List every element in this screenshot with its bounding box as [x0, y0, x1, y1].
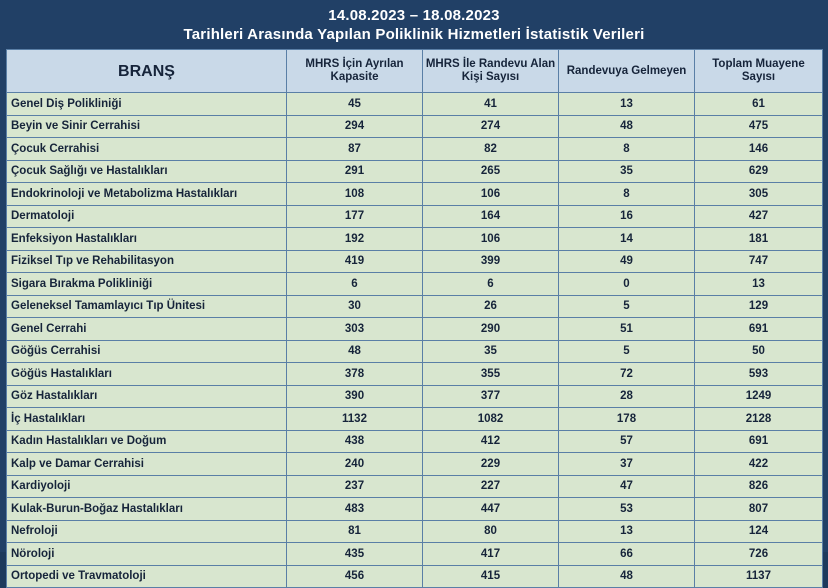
cell-randevu: 447 — [423, 498, 559, 521]
cell-gelmeyen: 35 — [559, 160, 695, 183]
cell-toplam: 475 — [695, 115, 823, 138]
cell-gelmeyen: 53 — [559, 498, 695, 521]
cell-gelmeyen: 48 — [559, 565, 695, 588]
cell-kapasite: 456 — [287, 565, 423, 588]
table-row — [7, 273, 823, 296]
cell-brans: Endokrinoloji ve Metabolizma Hastalıkları — [7, 183, 287, 206]
table-row — [7, 475, 823, 498]
cell-gelmeyen: 47 — [559, 475, 695, 498]
cell-gelmeyen: 13 — [559, 93, 695, 116]
cell-gelmeyen: 28 — [559, 385, 695, 408]
cell-gelmeyen: 5 — [559, 295, 695, 318]
cell-kapasite: 87 — [287, 138, 423, 161]
cell-kapasite: 108 — [287, 183, 423, 206]
cell-gelmeyen: 8 — [559, 138, 695, 161]
table-row — [7, 430, 823, 453]
cell-randevu: 274 — [423, 115, 559, 138]
table-row — [7, 228, 823, 251]
cell-randevu: 35 — [423, 340, 559, 363]
cell-toplam: 181 — [695, 228, 823, 251]
cell-toplam: 747 — [695, 250, 823, 273]
cell-brans: Beyin ve Sinir Cerrahisi — [7, 115, 287, 138]
cell-toplam: 1137 — [695, 565, 823, 588]
column-header-randevu: MHRS İle Randevu Alan Kişi Sayısı — [423, 50, 559, 93]
table-row — [7, 183, 823, 206]
cell-brans: Enfeksiyon Hastalıkları — [7, 228, 287, 251]
cell-gelmeyen: 57 — [559, 430, 695, 453]
cell-gelmeyen: 14 — [559, 228, 695, 251]
cell-randevu: 227 — [423, 475, 559, 498]
cell-toplam: 50 — [695, 340, 823, 363]
cell-kapasite: 30 — [287, 295, 423, 318]
table-row — [7, 408, 823, 431]
table-row — [7, 340, 823, 363]
column-header-toplam: Toplam Muayene Sayısı — [695, 50, 823, 93]
cell-brans: Kalp ve Damar Cerrahisi — [7, 453, 287, 476]
cell-brans: Çocuk Cerrahisi — [7, 138, 287, 161]
cell-kapasite: 294 — [287, 115, 423, 138]
column-header-gelmeyen: Randevuya Gelmeyen — [559, 50, 695, 93]
cell-toplam: 61 — [695, 93, 823, 116]
cell-toplam: 422 — [695, 453, 823, 476]
cell-randevu: 265 — [423, 160, 559, 183]
cell-gelmeyen: 178 — [559, 408, 695, 431]
cell-kapasite: 177 — [287, 205, 423, 228]
report-title — [6, 0, 822, 49]
cell-brans: Sigara Bırakma Polikliniği — [7, 273, 287, 296]
cell-toplam: 691 — [695, 318, 823, 341]
cell-gelmeyen: 37 — [559, 453, 695, 476]
cell-toplam: 826 — [695, 475, 823, 498]
cell-brans: Kardiyoloji — [7, 475, 287, 498]
cell-toplam: 1249 — [695, 385, 823, 408]
cell-toplam: 593 — [695, 363, 823, 386]
table-row — [7, 453, 823, 476]
cell-brans: Geleneksel Tamamlayıcı Tıp Ünitesi — [7, 295, 287, 318]
column-header-kapasite: MHRS İçin Ayrılan Kapasite — [287, 50, 423, 93]
cell-randevu: 80 — [423, 520, 559, 543]
cell-kapasite: 81 — [287, 520, 423, 543]
table-row — [7, 295, 823, 318]
cell-kapasite: 237 — [287, 475, 423, 498]
cell-brans: Kadın Hastalıkları ve Doğum — [7, 430, 287, 453]
cell-randevu: 417 — [423, 543, 559, 566]
cell-toplam: 129 — [695, 295, 823, 318]
statistics-table — [6, 49, 823, 588]
table-body — [7, 93, 823, 588]
cell-kapasite: 48 — [287, 340, 423, 363]
cell-toplam: 691 — [695, 430, 823, 453]
cell-randevu: 41 — [423, 93, 559, 116]
table-row — [7, 138, 823, 161]
table-row — [7, 520, 823, 543]
cell-gelmeyen: 72 — [559, 363, 695, 386]
cell-kapasite: 240 — [287, 453, 423, 476]
cell-gelmeyen: 51 — [559, 318, 695, 341]
cell-toplam: 305 — [695, 183, 823, 206]
cell-kapasite: 435 — [287, 543, 423, 566]
table-row — [7, 93, 823, 116]
cell-randevu: 26 — [423, 295, 559, 318]
table-row — [7, 385, 823, 408]
cell-kapasite: 378 — [287, 363, 423, 386]
cell-gelmeyen: 49 — [559, 250, 695, 273]
cell-toplam: 2128 — [695, 408, 823, 431]
cell-kapasite: 6 — [287, 273, 423, 296]
cell-kapasite: 1132 — [287, 408, 423, 431]
table-row — [7, 115, 823, 138]
cell-kapasite: 390 — [287, 385, 423, 408]
cell-randevu: 377 — [423, 385, 559, 408]
cell-kapasite: 419 — [287, 250, 423, 273]
cell-randevu: 1082 — [423, 408, 559, 431]
cell-kapasite: 291 — [287, 160, 423, 183]
cell-brans: Genel Cerrahi — [7, 318, 287, 341]
column-header-brans: BRANŞ — [7, 50, 287, 93]
cell-brans: Genel Diş Polikliniği — [7, 93, 287, 116]
cell-kapasite: 438 — [287, 430, 423, 453]
cell-gelmeyen: 0 — [559, 273, 695, 296]
cell-brans: Göz Hastalıkları — [7, 385, 287, 408]
cell-kapasite: 45 — [287, 93, 423, 116]
cell-kapasite: 483 — [287, 498, 423, 521]
cell-toplam: 146 — [695, 138, 823, 161]
cell-toplam: 124 — [695, 520, 823, 543]
table-row — [7, 498, 823, 521]
cell-toplam: 427 — [695, 205, 823, 228]
cell-toplam: 629 — [695, 160, 823, 183]
cell-toplam: 13 — [695, 273, 823, 296]
cell-randevu: 106 — [423, 183, 559, 206]
cell-kapasite: 192 — [287, 228, 423, 251]
cell-brans: Nefroloji — [7, 520, 287, 543]
cell-brans: Göğüs Cerrahisi — [7, 340, 287, 363]
cell-brans: Göğüs Hastalıkları — [7, 363, 287, 386]
cell-toplam: 726 — [695, 543, 823, 566]
table-row — [7, 318, 823, 341]
cell-gelmeyen: 16 — [559, 205, 695, 228]
table-header-row — [7, 50, 823, 93]
cell-randevu: 355 — [423, 363, 559, 386]
cell-randevu: 106 — [423, 228, 559, 251]
cell-randevu: 399 — [423, 250, 559, 273]
table-row — [7, 543, 823, 566]
cell-brans: İç Hastalıkları — [7, 408, 287, 431]
cell-randevu: 412 — [423, 430, 559, 453]
cell-gelmeyen: 48 — [559, 115, 695, 138]
cell-brans: Fiziksel Tıp ve Rehabilitasyon — [7, 250, 287, 273]
table-row — [7, 363, 823, 386]
cell-brans: Nöroloji — [7, 543, 287, 566]
cell-randevu: 164 — [423, 205, 559, 228]
cell-randevu: 415 — [423, 565, 559, 588]
cell-brans: Kulak-Burun-Boğaz Hastalıkları — [7, 498, 287, 521]
cell-gelmeyen: 8 — [559, 183, 695, 206]
cell-randevu: 229 — [423, 453, 559, 476]
cell-kapasite: 303 — [287, 318, 423, 341]
cell-brans: Çocuk Sağlığı ve Hastalıkları — [7, 160, 287, 183]
table-row — [7, 250, 823, 273]
cell-gelmeyen: 66 — [559, 543, 695, 566]
table-scroll-area — [6, 49, 822, 583]
report-date-range: 14.08.2023 – 18.08.2023 — [328, 7, 500, 24]
cell-brans: Dermatoloji — [7, 205, 287, 228]
table-row — [7, 205, 823, 228]
cell-randevu: 290 — [423, 318, 559, 341]
cell-toplam: 807 — [695, 498, 823, 521]
cell-gelmeyen: 13 — [559, 520, 695, 543]
report-subtitle: Tarihleri Arasında Yapılan Poliklinik Hizmetleri İstatistik Verileri — [183, 26, 645, 43]
cell-randevu: 6 — [423, 273, 559, 296]
cell-brans: Ortopedi ve Travmatoloji — [7, 565, 287, 588]
cell-randevu: 82 — [423, 138, 559, 161]
table-row — [7, 565, 823, 588]
table-row — [7, 160, 823, 183]
cell-gelmeyen: 5 — [559, 340, 695, 363]
table-header — [7, 50, 823, 93]
